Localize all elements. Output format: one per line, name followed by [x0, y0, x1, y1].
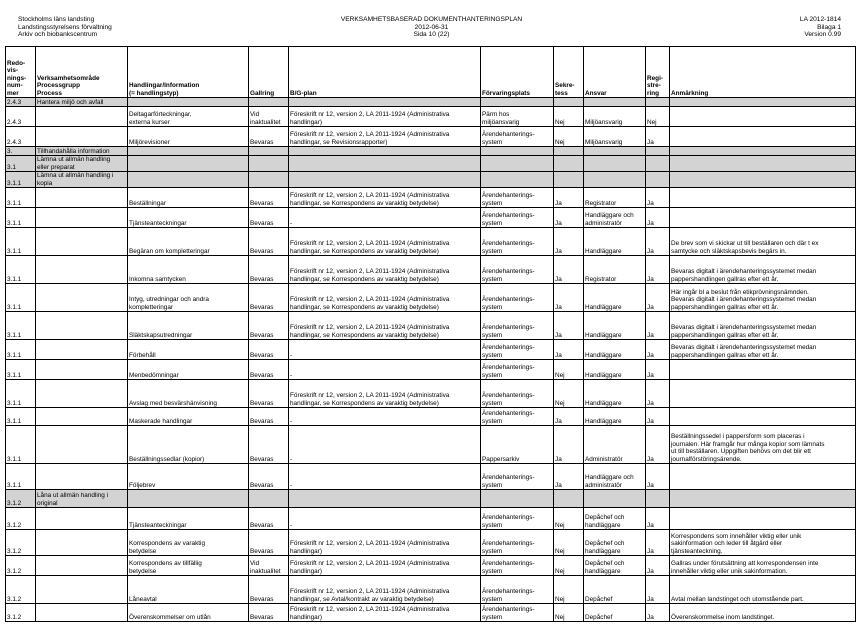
- cell-remarks: Bevaras digitalt i ärendehanteringssystemet medan pappershandlingen gallras efter ett år.: [670, 312, 856, 340]
- cell-document: Tjänsteanteckningar: [128, 208, 249, 228]
- cell-process: Tillhandahålla information: [36, 147, 128, 156]
- table-row: [6, 208, 856, 228]
- cell-process: [36, 127, 128, 147]
- cell-disposal: Bevaras: [249, 284, 289, 312]
- cell-storage: [481, 156, 554, 172]
- cell-bg-plan: Föreskrift nr 12, version 2, LA 2011-1924 (Administrativa handlingar): [289, 604, 481, 622]
- cell-document: Korrespondens av varaktig betydelse: [128, 530, 249, 556]
- cell-secrecy: Nej: [554, 556, 584, 576]
- document-title: VERKSAMHETSBASERAD DOKUMENTHANTERINGSPLAN: [340, 16, 523, 23]
- cell-remarks: [670, 464, 856, 490]
- cell-bg-plan: Föreskrift nr 12, version 2, LA 2011-1924 (Administrativa handlingar): [289, 107, 481, 127]
- table-row: [6, 604, 856, 622]
- document-date: 2012-06-31: [414, 23, 449, 31]
- cell-storage: Ärendehanterings- system: [481, 576, 554, 604]
- cell-responsibility: [584, 172, 646, 188]
- cell-storage: Ärendehanterings- system: [481, 604, 554, 622]
- cell-storage: Ärendehanterings- system: [481, 188, 554, 208]
- cell-document: Avslag med besvärshänvisning: [128, 380, 249, 408]
- cell-remarks: [670, 147, 856, 156]
- cell-registration: Ja: [646, 127, 670, 147]
- cell-reference-number: 3.1: [6, 156, 36, 172]
- cell-disposal: Bevaras: [249, 604, 289, 622]
- cell-registration: Nej: [646, 107, 670, 127]
- cell-document: Förbehåll: [128, 340, 249, 360]
- cell-bg-plan: Föreskrift nr 12, version 2, LA 2011-1924 (Administrativa handlingar, se Korrespondens av varaktig betydelse): [289, 312, 481, 340]
- page-header: [0, 0, 863, 46]
- cell-registration: Ja: [646, 284, 670, 312]
- cell-bg-plan: Föreskrift nr 12, version 2, LA 2011-1924 (Administrativa handlingar, se Avtal/kontrakt av varaktig betydelse): [289, 576, 481, 604]
- cell-document: [128, 172, 249, 188]
- column-header-remarks: Anmärkning: [670, 47, 856, 98]
- cell-process: [36, 576, 128, 604]
- cell-secrecy: Nej: [554, 380, 584, 408]
- cell-storage: Ärendehanterings- system: [481, 228, 554, 256]
- cell-process: Hantera miljö och avfall: [36, 98, 128, 107]
- table-row: [6, 360, 856, 380]
- cell-document: Tjänsteanteckningar: [128, 508, 249, 530]
- reference-block: [800, 16, 841, 39]
- cell-bg-plan: -: [289, 208, 481, 228]
- cell-registration: Ja: [646, 360, 670, 380]
- cell-secrecy: Nej: [554, 508, 584, 530]
- cell-reference-number: 2.4.3: [6, 127, 36, 147]
- cell-secrecy: Ja: [554, 228, 584, 256]
- cell-responsibility: Administratör: [584, 426, 646, 464]
- cell-responsibility: [584, 147, 646, 156]
- cell-reference-number: 3.1.1: [6, 228, 36, 256]
- section-row: [6, 490, 856, 508]
- cell-document: Miljörevisioner: [128, 127, 249, 147]
- cell-secrecy: Nej: [554, 530, 584, 556]
- cell-registration: Ja: [646, 508, 670, 530]
- cell-document: Menbedömningar: [128, 360, 249, 380]
- cell-responsibility: Depåchef: [584, 576, 646, 604]
- cell-process: [36, 464, 128, 490]
- cell-reference-number: 3.1.1: [6, 340, 36, 360]
- cell-reference-number: 3.1.1: [6, 284, 36, 312]
- table-row: [6, 188, 856, 208]
- cell-bg-plan: -: [289, 508, 481, 530]
- org-line: Arkiv och biobankscentrum: [18, 31, 98, 39]
- cell-responsibility: Handläggare och administratör: [584, 464, 646, 490]
- cell-storage: Pärm hos miljöansvarig: [481, 107, 554, 127]
- cell-disposal: Bevaras: [249, 530, 289, 556]
- cell-storage: [481, 172, 554, 188]
- cell-storage: Ärendehanterings- system: [481, 530, 554, 556]
- cell-process: [36, 426, 128, 464]
- cell-registration: [646, 172, 670, 188]
- cell-responsibility: Registrator: [584, 188, 646, 208]
- cell-responsibility: Handläggare: [584, 360, 646, 380]
- cell-document: Maskerade handlingar: [128, 408, 249, 426]
- cell-process: [36, 256, 128, 284]
- cell-responsibility: Handläggare: [584, 284, 646, 312]
- cell-remarks: Gallras under förutsättning att korrespondensen inte innehåller viktig eller unik sakinformation.: [670, 556, 856, 576]
- cell-secrecy: Ja: [554, 256, 584, 284]
- cell-reference-number: 3.1.2: [6, 556, 36, 576]
- cell-disposal: Bevaras: [249, 464, 289, 490]
- cell-registration: [646, 147, 670, 156]
- cell-document: Låneavtal: [128, 576, 249, 604]
- cell-document: [128, 156, 249, 172]
- cell-bg-plan: -: [289, 408, 481, 426]
- cell-disposal: Bevaras: [249, 188, 289, 208]
- cell-reference-number: 3.1.1: [6, 408, 36, 426]
- cell-document: Följebrev: [128, 464, 249, 490]
- cell-bg-plan: Föreskrift nr 12, version 2, LA 2011-1924 (Administrativa handlingar, se Korrespondens av varaktig betydelse): [289, 380, 481, 408]
- cell-bg-plan: Föreskrift nr 12, version 2, LA 2011-1924 (Administrativa handlingar, se Korrespondens av varaktig betydelse): [289, 284, 481, 312]
- cell-reference-number: 3.1.1: [6, 208, 36, 228]
- cell-registration: Ja: [646, 312, 670, 340]
- cell-storage: Ärendehanterings- system: [481, 340, 554, 360]
- column-header-reference-number: Redo- vis- nings- num- mer: [6, 47, 36, 98]
- section-row: [6, 98, 856, 107]
- cell-document: Korrespondens av tillfällig betydelse: [128, 556, 249, 576]
- column-header-secrecy: Sekre- tess: [554, 47, 584, 98]
- cell-storage: Ärendehanterings- system: [481, 508, 554, 530]
- cell-responsibility: Miljöansvarig: [584, 127, 646, 147]
- column-header-responsibility: Ansvar: [584, 47, 646, 98]
- cell-registration: Ja: [646, 556, 670, 576]
- cell-process: [36, 208, 128, 228]
- document-title-block: [0, 16, 863, 39]
- cell-storage: [481, 147, 554, 156]
- cell-disposal: Vid inaktualitet: [249, 107, 289, 127]
- cell-disposal: Bevaras: [249, 360, 289, 380]
- cell-storage: Ärendehanterings- system: [481, 380, 554, 408]
- cell-remarks: Överenskommelse inom landstinget.: [670, 604, 856, 622]
- cell-reference-number: 3.1.1: [6, 256, 36, 284]
- table-row: [6, 530, 856, 556]
- cell-responsibility: Handläggare: [584, 408, 646, 426]
- cell-document: [128, 490, 249, 508]
- cell-storage: [481, 98, 554, 107]
- cell-document: Överenskommelser om utlån: [128, 604, 249, 622]
- cell-bg-plan: Föreskrift nr 12, version 2, LA 2011-1924 (Administrativa handlingar, se Korrespondens av varaktig betydelse): [289, 228, 481, 256]
- cell-remarks: Bevaras digitalt i ärendehanteringssystemet medan pappershandlingen gallras efter ett år.: [670, 340, 856, 360]
- cell-bg-plan: [289, 490, 481, 508]
- cell-remarks: [670, 98, 856, 107]
- cell-remarks: [670, 208, 856, 228]
- cell-bg-plan: [289, 147, 481, 156]
- cell-registration: Ja: [646, 228, 670, 256]
- table-row: [6, 408, 856, 426]
- cell-secrecy: [554, 490, 584, 508]
- cell-disposal: Bevaras: [249, 228, 289, 256]
- table-row: [6, 380, 856, 408]
- cell-secrecy: [554, 156, 584, 172]
- table-row: [6, 127, 856, 147]
- cell-registration: Ja: [646, 426, 670, 464]
- cell-responsibility: Depåchef och handläggare: [584, 556, 646, 576]
- cell-process: [36, 284, 128, 312]
- cell-disposal: Bevaras: [249, 426, 289, 464]
- cell-bg-plan: -: [289, 360, 481, 380]
- cell-responsibility: Miljöansvarig: [584, 107, 646, 127]
- cell-remarks: Bevaras digitalt i ärendehanteringssystemet medan pappershandlingen gallras efter ett år.: [670, 256, 856, 284]
- cell-reference-number: 3.1.1: [6, 188, 36, 208]
- cell-storage: Pappersarkiv: [481, 426, 554, 464]
- cell-registration: Ja: [646, 530, 670, 556]
- table-row: [6, 228, 856, 256]
- cell-storage: Ärendehanterings- system: [481, 464, 554, 490]
- table-header-row: [6, 47, 856, 98]
- cell-disposal: Bevaras: [249, 312, 289, 340]
- column-header-bg-plan: B/G-plan: [289, 47, 481, 98]
- cell-bg-plan: [289, 156, 481, 172]
- page-number: Sida 10 (22): [413, 31, 450, 39]
- cell-reference-number: 3.1.1: [6, 172, 36, 188]
- org-line: Stockholms läns landsting: [18, 16, 95, 23]
- cell-reference-number: 2.4.3: [6, 98, 36, 107]
- column-header-registration: Regi- stre- ring: [646, 47, 670, 98]
- cell-storage: [481, 490, 554, 508]
- cell-process: [36, 228, 128, 256]
- cell-process: [36, 360, 128, 380]
- cell-registration: Ja: [646, 576, 670, 604]
- cell-disposal: [249, 156, 289, 172]
- cell-disposal: Bevaras: [249, 380, 289, 408]
- cell-process: [36, 508, 128, 530]
- cell-reference-number: 3.1.2: [6, 530, 36, 556]
- cell-bg-plan: [289, 98, 481, 107]
- cell-remarks: [670, 490, 856, 508]
- cell-storage: Ärendehanterings- system: [481, 360, 554, 380]
- cell-registration: Ja: [646, 464, 670, 490]
- cell-registration: Ja: [646, 604, 670, 622]
- cell-disposal: [249, 490, 289, 508]
- cell-storage: Ärendehanterings- system: [481, 556, 554, 576]
- version-label: Version 0.99: [804, 31, 841, 39]
- cell-secrecy: Ja: [554, 208, 584, 228]
- cell-document: Inkomna samtycken: [128, 256, 249, 284]
- table-row: [6, 284, 856, 312]
- cell-secrecy: [554, 147, 584, 156]
- cell-secrecy: Nej: [554, 604, 584, 622]
- table-row: [6, 508, 856, 530]
- cell-disposal: [249, 147, 289, 156]
- cell-responsibility: Depåchef och handläggare: [584, 508, 646, 530]
- document-plan-table: [5, 46, 856, 622]
- cell-remarks: [670, 508, 856, 530]
- cell-remarks: Avtal mellan landstinget och utomstående part.: [670, 576, 856, 604]
- cell-secrecy: Ja: [554, 188, 584, 208]
- cell-document: Begäran om kompletteringar: [128, 228, 249, 256]
- cell-disposal: Vid inaktualitet: [249, 556, 289, 576]
- cell-responsibility: Handläggare: [584, 228, 646, 256]
- cell-registration: [646, 156, 670, 172]
- cell-process: Lämna ut allmän handling i kopia: [36, 172, 128, 188]
- cell-process: [36, 312, 128, 340]
- cell-registration: Ja: [646, 188, 670, 208]
- cell-bg-plan: Föreskrift nr 12, version 2, LA 2011-1924 (Administrativa handlingar): [289, 530, 481, 556]
- cell-reference-number: 3.: [6, 147, 36, 156]
- cell-responsibility: Handläggare: [584, 312, 646, 340]
- cell-process: Låna ut allmän handling i original: [36, 490, 128, 508]
- appendix-label: Bilaga 1: [817, 23, 841, 31]
- cell-document: [128, 98, 249, 107]
- cell-reference-number: 3.1.2: [6, 604, 36, 622]
- cell-document: Deltagarförteckningar, externa kurser: [128, 107, 249, 127]
- cell-responsibility: [584, 156, 646, 172]
- cell-storage: Ärendehanterings- system: [481, 208, 554, 228]
- cell-bg-plan: -: [289, 464, 481, 490]
- cell-disposal: Bevaras: [249, 408, 289, 426]
- org-line: Landstingsstyrelsens förvaltning: [18, 23, 112, 31]
- cell-remarks: Korrespondens som innehåller viktig eller unik sakinformation och leder till åtgärd eller tjänsteanteckning.: [670, 530, 856, 556]
- cell-bg-plan: Föreskrift nr 12, version 2, LA 2011-1924 (Administrativa handlingar, se Revisionsrapporter): [289, 127, 481, 147]
- cell-registration: Ja: [646, 380, 670, 408]
- cell-remarks: [670, 360, 856, 380]
- cell-disposal: Bevaras: [249, 576, 289, 604]
- section-row: [6, 172, 856, 188]
- cell-reference-number: 3.1.1: [6, 360, 36, 380]
- table-row: [6, 556, 856, 576]
- cell-bg-plan: Föreskrift nr 12, version 2, LA 2011-1924 (Administrativa handlingar, se Korrespondens av varaktig betydelse): [289, 188, 481, 208]
- cell-storage: Ärendehanterings- system: [481, 312, 554, 340]
- cell-remarks: [670, 107, 856, 127]
- cell-secrecy: Ja: [554, 340, 584, 360]
- cell-document: Beställningssedlar (kopior): [128, 426, 249, 464]
- cell-registration: Ja: [646, 208, 670, 228]
- cell-registration: Ja: [646, 256, 670, 284]
- cell-remarks: [670, 127, 856, 147]
- table-row: [6, 426, 856, 464]
- cell-secrecy: Nej: [554, 576, 584, 604]
- reference-number: LA 2012-1814: [799, 16, 841, 23]
- cell-secrecy: Ja: [554, 426, 584, 464]
- section-row: [6, 156, 856, 172]
- cell-reference-number: 3.1.1: [6, 464, 36, 490]
- cell-secrecy: Ja: [554, 464, 584, 490]
- column-header-disposal: Gallring: [249, 47, 289, 98]
- cell-secrecy: [554, 98, 584, 107]
- cell-process: [36, 408, 128, 426]
- cell-responsibility: Depåchef: [584, 604, 646, 622]
- table-body: [6, 98, 856, 622]
- cell-responsibility: [584, 98, 646, 107]
- cell-secrecy: Ja: [554, 312, 584, 340]
- column-header-process: Verksamhetsområde Processgrupp Process: [36, 47, 128, 98]
- cell-secrecy: Ja: [554, 284, 584, 312]
- cell-registration: Ja: [646, 408, 670, 426]
- section-row: [6, 147, 856, 156]
- cell-disposal: Bevaras: [249, 508, 289, 530]
- cell-process: [36, 340, 128, 360]
- cell-bg-plan: Föreskrift nr 12, version 2, LA 2011-1924 (Administrativa handlingar, se Korrespondens av varaktig betydelse): [289, 256, 481, 284]
- cell-bg-plan: -: [289, 340, 481, 360]
- cell-process: Lämna ut allmän handling eller preparat: [36, 156, 128, 172]
- cell-bg-plan: -: [289, 426, 481, 464]
- column-header-documents: Handlingar/Information (= handlingstyp): [128, 47, 249, 98]
- table-row: [6, 312, 856, 340]
- cell-reference-number: 3.1.2: [6, 508, 36, 530]
- cell-document: Intyg, utredningar och andra kompletteringar: [128, 284, 249, 312]
- cell-disposal: [249, 98, 289, 107]
- cell-reference-number: 2.4.3: [6, 107, 36, 127]
- cell-registration: [646, 490, 670, 508]
- cell-storage: Ärendehanterings- system: [481, 256, 554, 284]
- cell-remarks: [670, 380, 856, 408]
- cell-storage: Ärendehanterings- system: [481, 127, 554, 147]
- cell-disposal: Bevaras: [249, 340, 289, 360]
- cell-responsibility: [584, 490, 646, 508]
- cell-document: [128, 147, 249, 156]
- cell-remarks: Beställningssedel i pappersform som placeras i journalen. Här framgår hur många kopior som lämnats ut till beställaren. Uppgiften behövs om det blir ett journalförstöringsärende.: [670, 426, 856, 464]
- cell-document: Beställningar: [128, 188, 249, 208]
- cell-responsibility: Handläggare: [584, 380, 646, 408]
- cell-secrecy: Nej: [554, 360, 584, 380]
- cell-process: [36, 556, 128, 576]
- cell-remarks: [670, 172, 856, 188]
- cell-secrecy: Ja: [554, 408, 584, 426]
- column-header-storage: Förvaringsplats: [481, 47, 554, 98]
- table-row: [6, 576, 856, 604]
- cell-reference-number: 3.1.2: [6, 490, 36, 508]
- cell-responsibility: Registrator: [584, 256, 646, 284]
- cell-disposal: Bevaras: [249, 256, 289, 284]
- cell-secrecy: Nej: [554, 127, 584, 147]
- cell-disposal: Bevaras: [249, 127, 289, 147]
- table-row: [6, 464, 856, 490]
- cell-storage: Ärendehanterings- system: [481, 408, 554, 426]
- cell-remarks: De brev som vi skickar ut till beställaren och där t ex samtycke och släktskapsbevis begärs in.: [670, 228, 856, 256]
- cell-remarks: [670, 408, 856, 426]
- cell-disposal: Bevaras: [249, 208, 289, 228]
- table-row: [6, 256, 856, 284]
- cell-process: [36, 530, 128, 556]
- cell-bg-plan: [289, 172, 481, 188]
- cell-registration: [646, 98, 670, 107]
- cell-secrecy: [554, 172, 584, 188]
- cell-document: Släktskapsutredningar: [128, 312, 249, 340]
- cell-process: [36, 380, 128, 408]
- cell-secrecy: Nej: [554, 107, 584, 127]
- cell-disposal: [249, 172, 289, 188]
- cell-remarks: Här ingår bl a beslut från etikprövningsnämnden. Bevaras digitalt i ärendehanteringssystemet medan pappershandlingen gallras efter ett år.: [670, 284, 856, 312]
- cell-remarks: [670, 188, 856, 208]
- cell-storage: Ärendehanterings- system: [481, 284, 554, 312]
- cell-process: [36, 107, 128, 127]
- cell-process: [36, 188, 128, 208]
- cell-reference-number: 3.1.1: [6, 426, 36, 464]
- cell-responsibility: Handläggare och administratör: [584, 208, 646, 228]
- cell-remarks: [670, 156, 856, 172]
- cell-registration: Ja: [646, 340, 670, 360]
- cell-reference-number: 3.1.1: [6, 380, 36, 408]
- cell-reference-number: 3.1.1: [6, 312, 36, 340]
- cell-bg-plan: Föreskrift nr 12, version 2, LA 2011-1924 (Administrativa handlingar): [289, 556, 481, 576]
- table-row: [6, 107, 856, 127]
- table-row: [6, 340, 856, 360]
- cell-reference-number: 3.1.2: [6, 576, 36, 604]
- cell-responsibility: Depåchef och handläggare: [584, 530, 646, 556]
- cell-responsibility: Handläggare: [584, 340, 646, 360]
- cell-process: [36, 604, 128, 622]
